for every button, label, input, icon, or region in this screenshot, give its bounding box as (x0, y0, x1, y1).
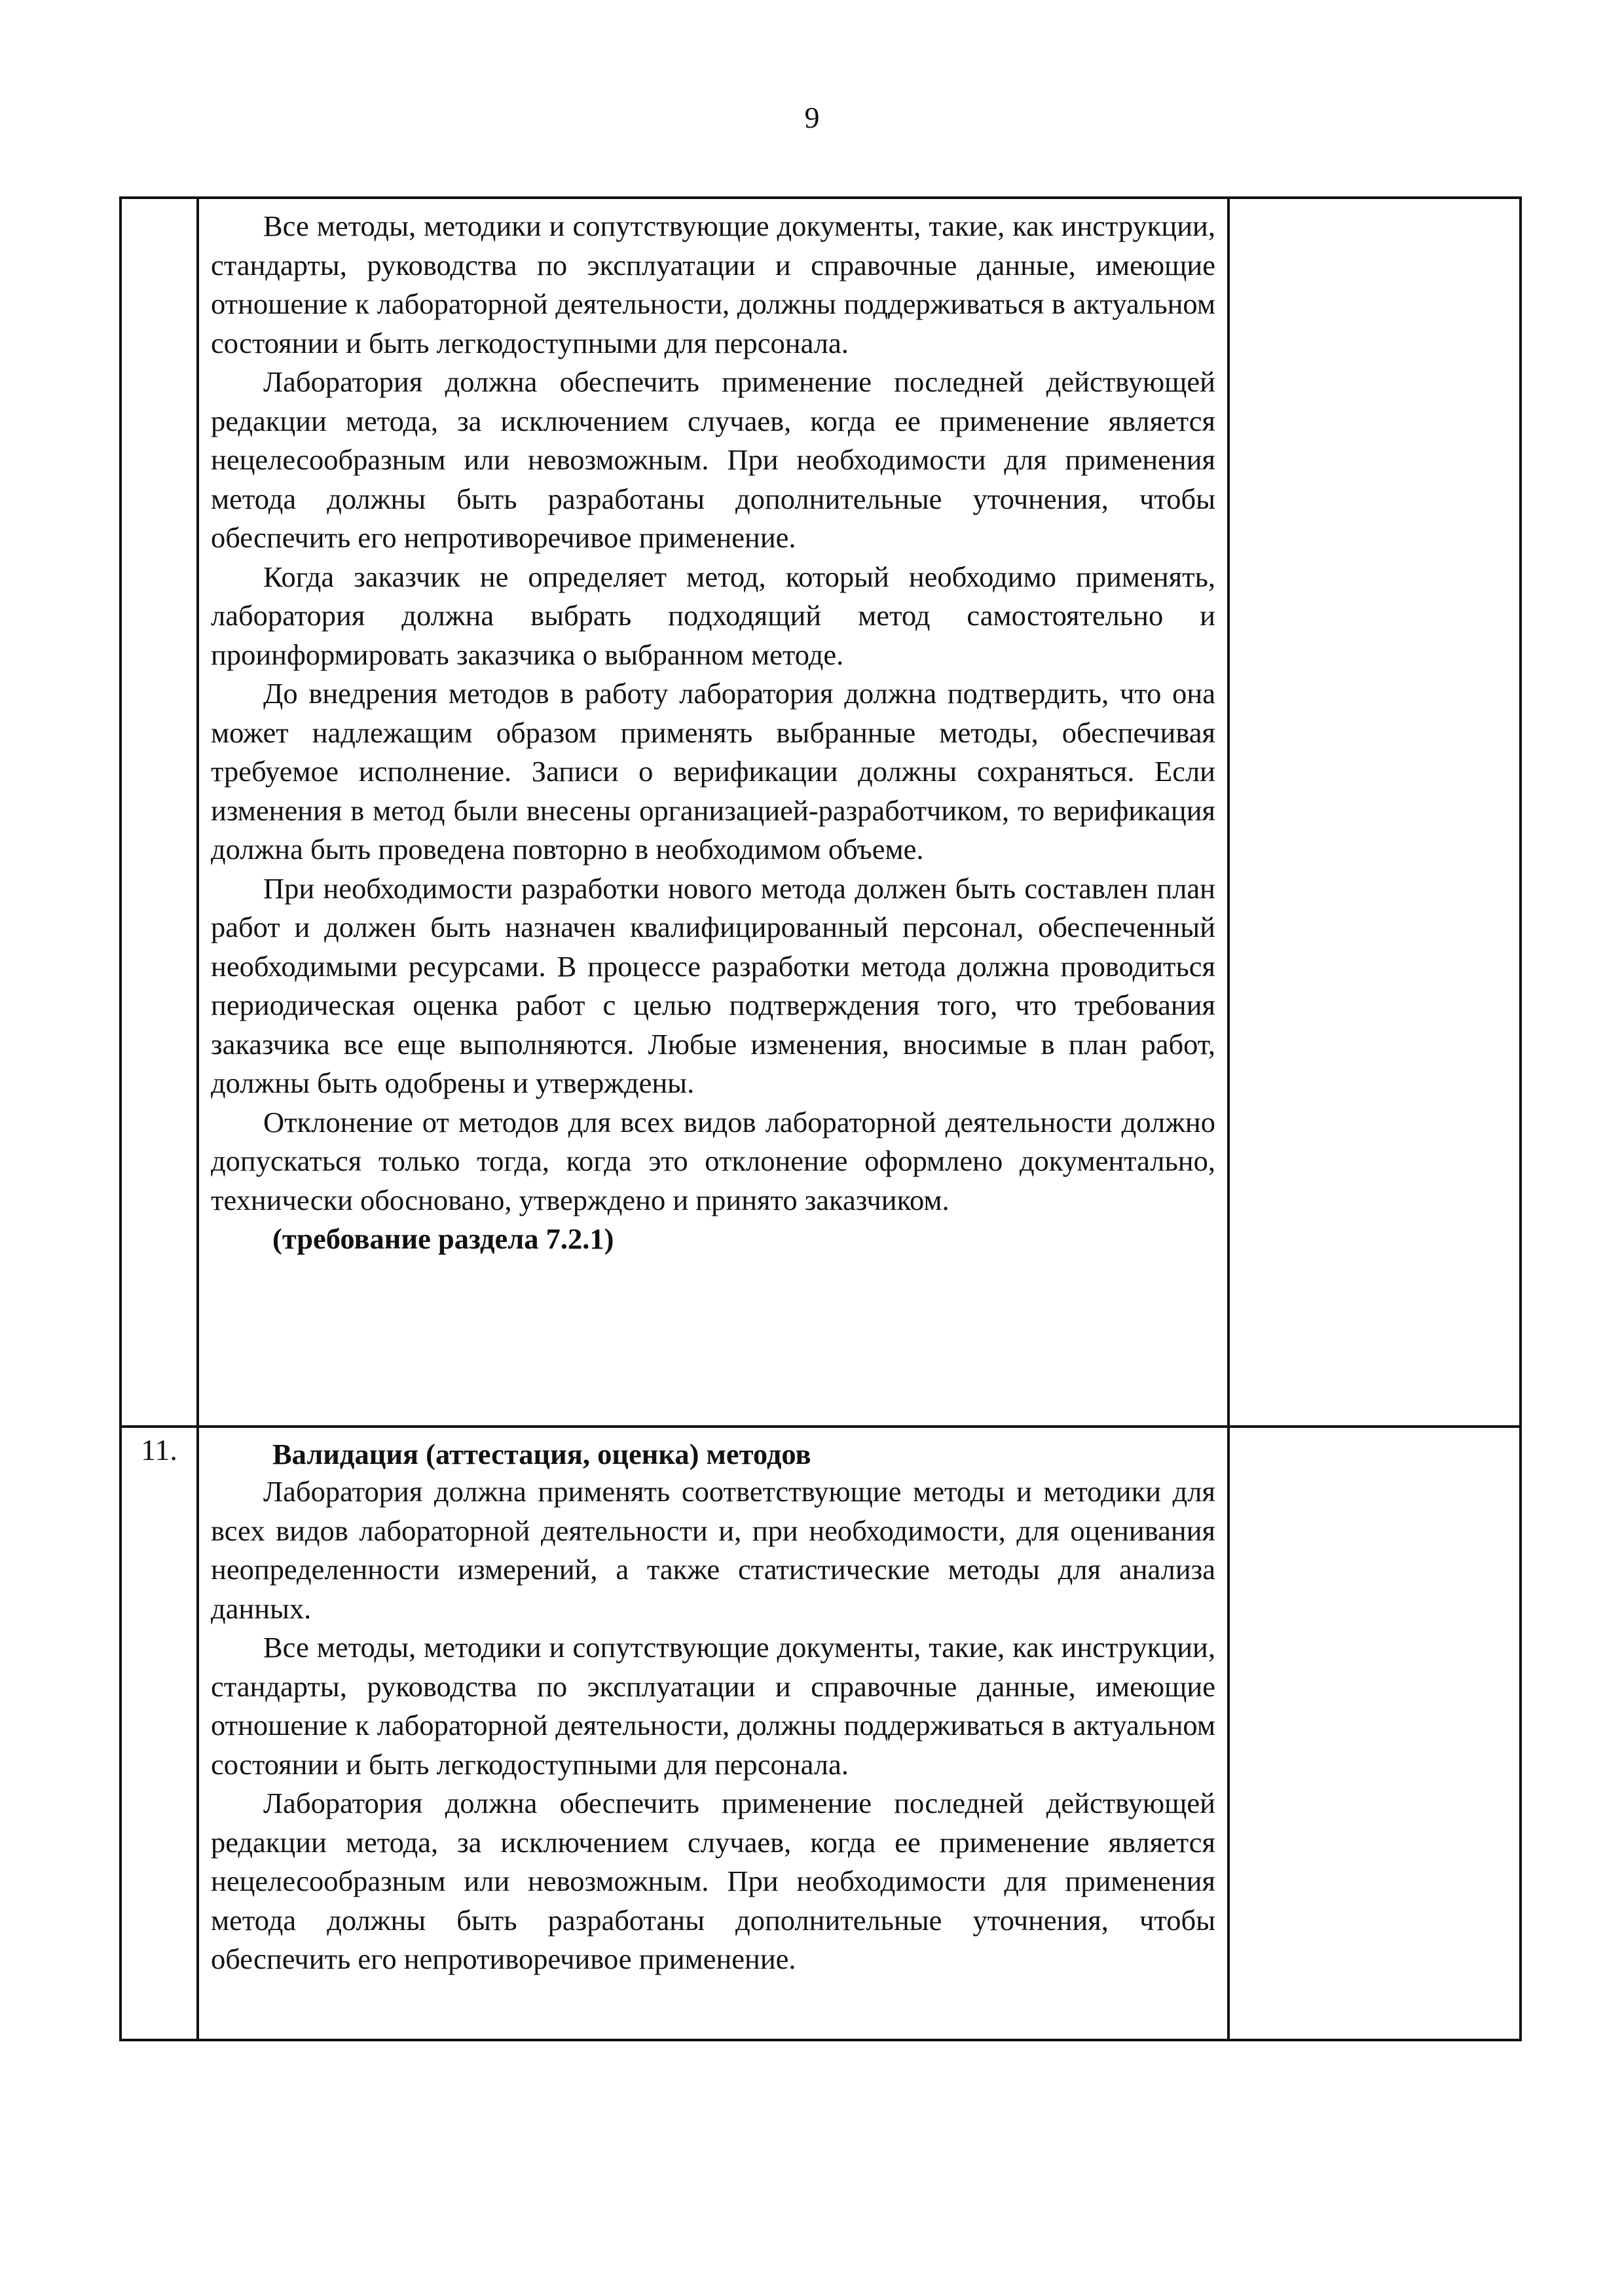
row-number-cell (120, 198, 198, 1427)
requirement-reference: (требование раздела 7.2.1) (272, 1222, 614, 1255)
requirements-table (119, 196, 1522, 2041)
notes-cell (1228, 1427, 1521, 2040)
paragraph: Все методы, методики и сопутствующие документы, такие, как инструкции, стандарты, руководства по эксплуатации и справочные данные, имеющие отношение к лабораторной деятельности, должны поддерживаться в актуальном состоянии и быть легкодоступными для персонала. (211, 210, 1215, 359)
section-heading: Валидация (аттестация, оценка) методов (272, 1438, 811, 1470)
paragraph: При необходимости разработки нового метода должен быть составлен план работ и должен быть назначен квалифицированный персонал, обеспеченный необходимыми ресурсами. В процессе разработки метода должна проводиться периодическая оценка работ с целью подтверждения того, что требования заказчика все еще выполняются. Любые изменения, вносимые в план работ, должны быть одобрены и утверждены. (211, 871, 1215, 1099)
requirement-text-cell (198, 1427, 1228, 2040)
paragraph: Все методы, методики и сопутствующие документы, такие, как инструкции, стандарты, руководства по эксплуатации и справочные данные, имеющие отношение к лабораторной деятельности, должны поддерживаться в актуальном состоянии и быть легкодоступными для персонала. (211, 1631, 1215, 1781)
requirement-text-cell (198, 198, 1228, 1427)
table-row (120, 1427, 1521, 2040)
notes-cell (1228, 198, 1521, 1427)
table-row (120, 198, 1521, 1427)
paragraph: Когда заказчик не определяет метод, который необходимо применять, лаборатория должна выбрать подходящий метод самостоятельно и проинформировать заказчика о выбранном методе. (211, 560, 1215, 671)
paragraph: Лаборатория должна применять соответствующие методы и методики для всех видов лабораторной деятельности и, при необходимости, для оценивания неопределенности измерений, а также статистические методы для анализа данных. (211, 1475, 1215, 1625)
row-number-cell: 11. (120, 1427, 198, 2040)
paragraph: Отклонение от методов для всех видов лабораторной деятельности должно допускаться только тогда, когда это отклонение оформлено документально, технически обосновано, утверждено и принято заказчиком. (211, 1105, 1215, 1216)
paragraph: Лаборатория должна обеспечить применение последней действующей редакции метода, за исключением случаев, когда ее применение является нецелесообразным или невозможным. При необходимости для применения метода должны быть разработаны дополнительные уточнения, чтобы обеспечить его непротиворечивое применение. (211, 1787, 1215, 1975)
paragraph: До внедрения методов в работу лаборатория должна подтвердить, что она может надлежащим образом применять выбранные методы, обеспечивая требуемое исполнение. Записи о верификации должны сохраняться. Если изменения в метод были внесены организацией-разработчиком, то верификация должна быть проведена повторно в необходимом объеме. (211, 677, 1215, 866)
paragraph: Лаборатория должна обеспечить применение последней действующей редакции метода, за исключением случаев, когда ее применение является нецелесообразным или невозможным. При необходимости для применения метода должны быть разработаны дополнительные уточнения, чтобы обеспечить его непротиворечивое применение. (211, 365, 1215, 554)
page-number: 9 (804, 101, 820, 134)
